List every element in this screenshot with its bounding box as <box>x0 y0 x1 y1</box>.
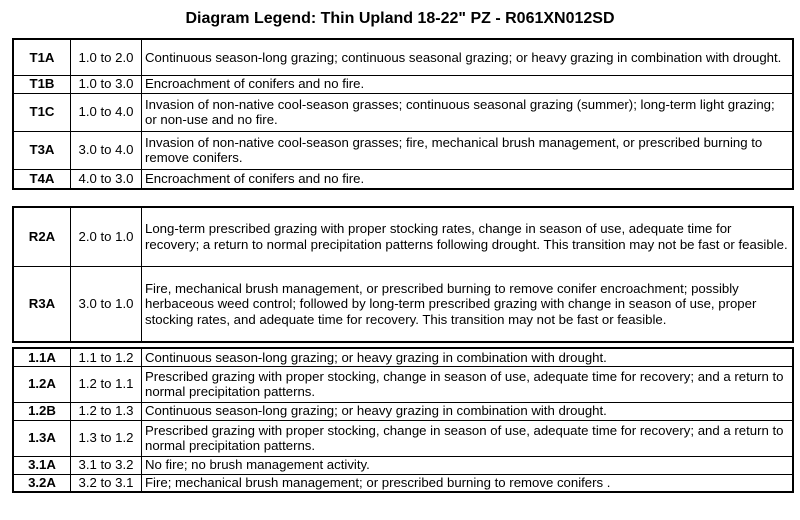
transition-description: Encroachment of conifers and no fire. <box>142 169 794 189</box>
transition-range: 3.0 to 1.0 <box>71 266 142 342</box>
transition-description: Invasion of non-native cool-season grasses; continuous seasonal grazing (summer); long-term light grazing; or non-use and no fire. <box>142 93 794 131</box>
transition-description: No fire; no brush management activity. <box>142 456 794 474</box>
transition-range: 1.0 to 2.0 <box>71 39 142 75</box>
transition-description: Continuous season-long grazing; or heavy grazing in combination with drought. <box>142 402 794 420</box>
table-row <box>13 366 793 402</box>
transition-range: 1.3 to 1.2 <box>71 420 142 456</box>
transition-range: 3.1 to 3.2 <box>71 456 142 474</box>
transition-code: R2A <box>13 207 71 266</box>
transition-description: Fire; mechanical brush management; or prescribed burning to remove conifers . <box>142 474 794 492</box>
transition-range: 4.0 to 3.0 <box>71 169 142 189</box>
transition-code: 1.2B <box>13 402 71 420</box>
transition-description: Continuous season-long grazing; or heavy grazing in combination with drought. <box>142 348 794 366</box>
transition-table-group-1 <box>12 38 794 190</box>
transition-code: T1C <box>13 93 71 131</box>
transition-table-group-2 <box>12 206 794 343</box>
table-row <box>13 169 793 189</box>
transition-code: T4A <box>13 169 71 189</box>
transition-code: 3.1A <box>13 456 71 474</box>
table-row <box>13 456 793 474</box>
transition-code: 1.1A <box>13 348 71 366</box>
table-row <box>13 39 793 75</box>
transition-description: Prescribed grazing with proper stocking, change in season of use, adequate time for recovery; and a return to normal precipitation patterns. <box>142 420 794 456</box>
transition-range: 1.2 to 1.1 <box>71 366 142 402</box>
transition-range: 2.0 to 1.0 <box>71 207 142 266</box>
transition-code: T1A <box>13 39 71 75</box>
table-row <box>13 75 793 93</box>
table-row <box>13 420 793 456</box>
transition-description: Encroachment of conifers and no fire. <box>142 75 794 93</box>
table-row <box>13 348 793 366</box>
transition-range: 1.1 to 1.2 <box>71 348 142 366</box>
transition-description: Invasion of non-native cool-season grasses; fire, mechanical brush management, or prescribed burning to remove conifers. <box>142 131 794 169</box>
transition-description: Prescribed grazing with proper stocking, change in season of use, adequate time for recovery; and a return to normal precipitation patterns. <box>142 366 794 402</box>
transition-code: T1B <box>13 75 71 93</box>
transition-range: 1.0 to 4.0 <box>71 93 142 131</box>
table-row <box>13 131 793 169</box>
transition-table-group-3 <box>12 347 794 493</box>
transition-description: Long-term prescribed grazing with proper stocking rates, change in season of use, adequate time for recovery; a return to normal precipitation patterns following drought. This transition may not be fast or feasible. <box>142 207 794 266</box>
transition-range: 1.2 to 1.3 <box>71 402 142 420</box>
table-row <box>13 93 793 131</box>
transition-code: 1.2A <box>13 366 71 402</box>
transition-range: 1.0 to 3.0 <box>71 75 142 93</box>
table-row <box>13 266 793 342</box>
transition-range: 3.2 to 3.1 <box>71 474 142 492</box>
transition-code: 1.3A <box>13 420 71 456</box>
transition-code: T3A <box>13 131 71 169</box>
table-row <box>13 402 793 420</box>
page-title: Diagram Legend: Thin Upland 18-22" PZ - R061XN012SD <box>185 10 615 27</box>
table-row <box>13 207 793 266</box>
transition-description: Fire, mechanical brush management, or prescribed burning to remove conifer encroachment; possibly herbaceous weed control; followed by long-term prescribed grazing with change in season of use, proper stocking rates, and adequate time for recovery. This transition may not be fast or feasible. <box>142 266 794 342</box>
transition-description: Continuous season-long grazing; continuous seasonal grazing; or heavy grazing in combination with drought. <box>142 39 794 75</box>
transition-range: 3.0 to 4.0 <box>71 131 142 169</box>
table-row <box>13 474 793 492</box>
transition-code: 3.2A <box>13 474 71 492</box>
transition-code: R3A <box>13 266 71 342</box>
